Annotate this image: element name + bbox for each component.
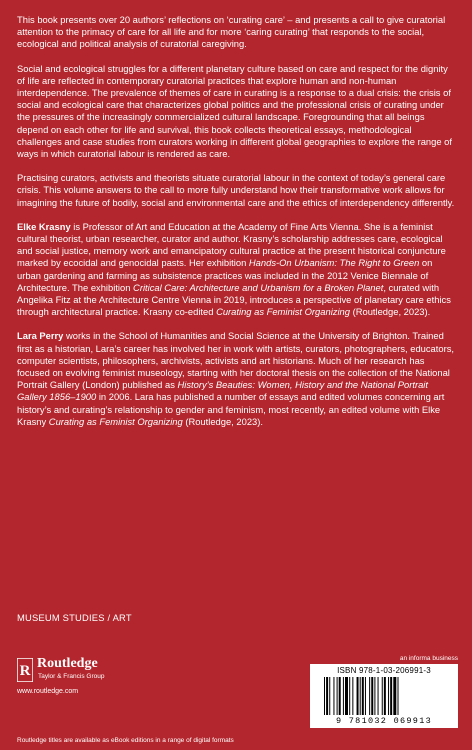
isbn-barcode [310,664,458,728]
bio-text: is Professor of Art and Education at the Academy of Fine Arts Vienna. She is a feminist cultural theorist, urban researcher, curator and author. Krasny’s scholarship addresses care, ecological and social justice, memory work and emancipatory cultural practice at the present historical conjuncture marked by ecocidal and genocidal pasts. Her exhibition [17,220,446,269]
bio-text: (Routledge, 2023). [349,306,431,318]
publisher-group: Taylor & Francis Group [38,673,105,680]
bio-text: in 2006. Lara has published a number of essays and edited volumes concerning art history’s and curating’s relationship to gender and feminism, most recently, an edited volume with Elke Krasny [17,391,445,427]
book-title: Critical Care: Architecture and Urbanism for a Broken Planet [133,281,384,293]
informa-tagline: an informa business [399,655,458,662]
author-name: Elke Krasny [17,220,71,232]
back-cover-text [17,14,457,440]
blurb-paragraph-1: This book presents over 20 authors’ reflections on ‘curating care’ – and presents a call to give curatorial attention to the primacy of care for all life and for more ‘caring curating’ that responds to the social, ecological and political analysis of curatorial caregiving. [17,14,446,50]
book-title: Curating as Feminist Organizing [216,306,350,318]
author-bio-perry [17,330,457,428]
author-name: Lara Perry [17,330,64,342]
isbn-number: ISBN 978-1-03-206991-3 [337,666,431,675]
barcode-digits: 9 781032 069913 [335,716,432,726]
publisher-name: Routledge [37,656,98,671]
blurb-paragraph-3: Practising curators, activists and theorists situate curatorial labour in the context of today’s general care crisis. This volume answers to the call to more fully understand how their transformative work allows for imagining the future of bodily, social and environmental care and the ethics of interdependency differently. [17,172,455,208]
publisher-block [17,656,217,696]
routledge-logo-icon [17,658,33,682]
book-title: Curating as Feminist Organizing [48,415,183,427]
svg-text:R: R [19,663,31,679]
blurb-paragraph-2: Social and ecological struggles for a different planetary culture based on care and respect for the dignity of life are reflected in contemporary curatorial practices that explore human and non-human interdependence. The prevalence of themes of care in curating is a response to a dual crisis: the crisis of social and ecological care that characterizes global politics and the professional crisis of curating under the pressures of the increasingly commercialized cultural landscape. Foregrounding that all beings depend on each other for life and survival, this book collects theoretical essays, methodological challenges and case studies from curators working in different global geographies to explore the range of ways in which curatorial labour is rendered as care. [17,62,452,160]
ebook-note: Routledge titles are available as eBook editions in a range of digital formats [17,737,234,744]
book-title: History’s Beauties: Women, History and the National Portrait Gallery 1856–1900 [17,379,428,403]
book-title: Hands-On Urbanism: The Right to Green [248,257,420,269]
bio-text: works in the School of Humanities and Social Science at the University of Brighton. Trained first as a historian, Lara’s career has involved her in work with artists, curators, photographers, educators, computer scientists, philosophers, archivists, activists and art historians. Much of her research has focused on evolving feminist museology, starting with her doctoral thesis on the collection of the National Portrait Gallery (London) published as [17,330,455,391]
barcode-bars-icon [324,677,444,715]
publisher-url: www.routledge.com [17,688,79,695]
author-bio-krasny [17,221,457,319]
bio-text: (Routledge, 2023). [182,415,263,427]
bio-text: , curated with Angelika Fitz at the Architecture Centre Vienna in 2019, introduces a perspective of planetary care ethics through architectural practice. Krasny co-edited [17,281,451,318]
subject-category: MUSEUM STUDIES / ART [17,612,132,623]
bio-text: on urban gardening and farming as subsistence practices was included in the 2012 Venice Biennale of Architecture. The exhibition [17,257,433,293]
